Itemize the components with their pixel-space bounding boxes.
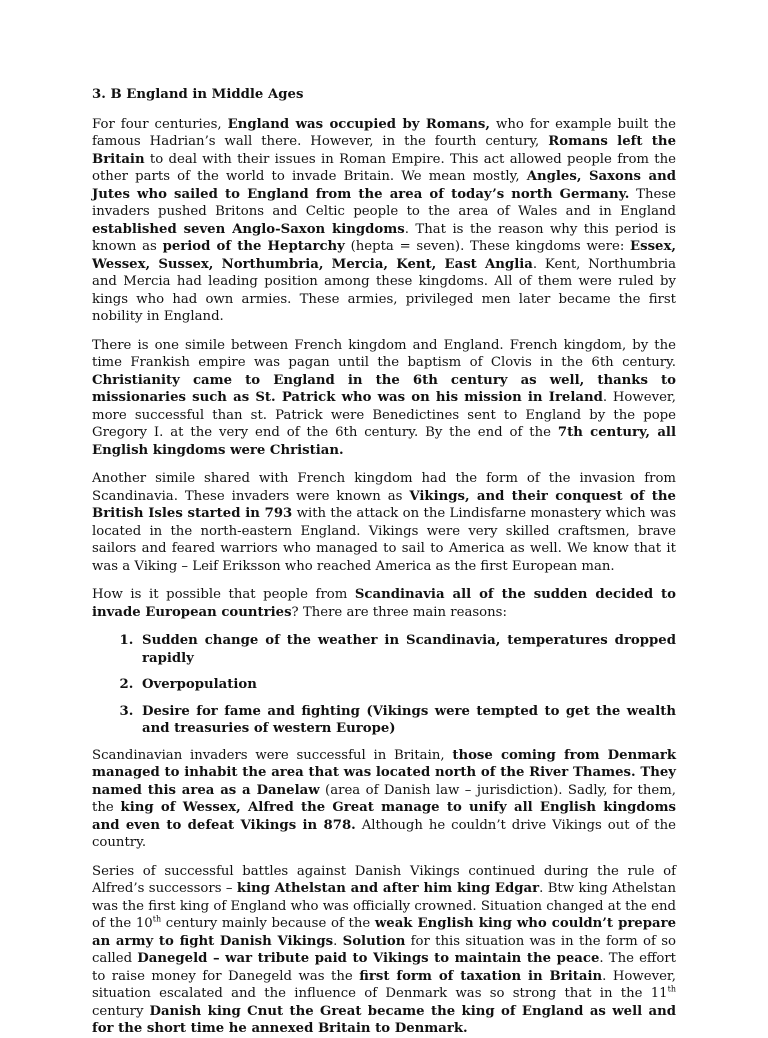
reasons-list — [92, 632, 676, 738]
paragraph-vikings: Another simile shared with French kingdom had the form of the invasion from Scandinavia. These invaders were known as Vikings, and their conquest of the British Isles started in 793 with the attack on the Lindisfarne monastery which was located in the north-eastern England. Vikings were very skilled craftsmen, brave sailors and feared warriors who managed to sail to America as well. We know that it was a Viking – Leif Eriksson who reached America as the first European man. — [92, 471, 677, 574]
paragraph-danegeld: Series of successful battles against Danish Vikings continued during the rule of Alfred’s successors – king Athelstan and after him king Edgar. Btw king Athelstan was the first king of England who was officially crowned. Situation changed at the end of the 10th century mainly because of the weak English king who couldn’t prepare an army to fight Danish Vikings. Solution for this situation was in the form of so called Danegeld – war tribute paid to Vikings to maintain the peace. The effort to raise money for Danegeld was the first form of taxation in Britain. However, situation escalated and the influence of Denmark was so strong that in the 11th century Danish king Cnut the Great became the king of England as well and for the short time he annexed Britain to Denmark. — [92, 863, 677, 1036]
list-item: 2. Overpopulation — [138, 676, 676, 694]
list-item: 1. Sudden change of the weather in Scandinavia, temperatures dropped rapidly — [138, 632, 676, 667]
paragraph-invasion-reasons-intro: How is it possible that people from Scandinavia all of the sudden decided to invade European countries? There are three main reasons: — [92, 587, 676, 620]
section-heading: 3. B England in Middle Ages — [92, 87, 304, 102]
paragraph-roman-britain: For four centuries, England was occupied by Romans, who for example built the famous Hadrian’s wall there. However, in the fourth century, Romans left the Britain to deal with their issues in Roman Empire. This act allowed people from the other parts of the world to invade Britain. We mean mostly, Angles, Saxons and Jutes who sailed to England from the area of today’s north Germany. These invaders pushed Britons and Celtic people to the area of Wales and in England established seven Anglo-Saxon kingdoms. That is the reason why this period is known as period of the Heptarchy (hepta = seven). These kingdoms were: Essex, Wessex, Sussex, Northumbria, Mercia, Kent, East Anglia. Kent, Northumbria and Mercia had leading position among these kingdoms. All of them were ruled by kings who had own armies. These armies, privileged men later became the first nobility in England. — [92, 116, 677, 324]
paragraph-christianity: There is one simile between French kingdom and England. French kingdom, by the time Frankish empire was pagan until the baptism of Clovis in the 6th century. Christianity came to England in the 6th century as well, thanks to missionaries such as St. Patrick who was on his mission in Ireland. However, more successful than st. Patrick were Benedictines sent to England by the pope Gregory I. at the very end of the 6th century. By the end of the 7th century, all English kingdoms were Christian. — [92, 337, 676, 458]
paragraph-danelaw: Scandinavian invaders were successful in Britain, those coming from Denmark managed to inhabit the area that was located north of the River Thames. They named this area as a Danelaw (area of Danish law – jurisdiction). Sadly, for them, the king of Wessex, Alfred the Great manage to unify all English kingdoms and even to defeat Vikings in 878. Although he couldn’t drive Vikings out of the country. — [92, 747, 677, 850]
list-item: 3. Desire for fame and fighting (Vikings were tempted to get the wealth and treasuries of western Europe) — [138, 703, 676, 738]
